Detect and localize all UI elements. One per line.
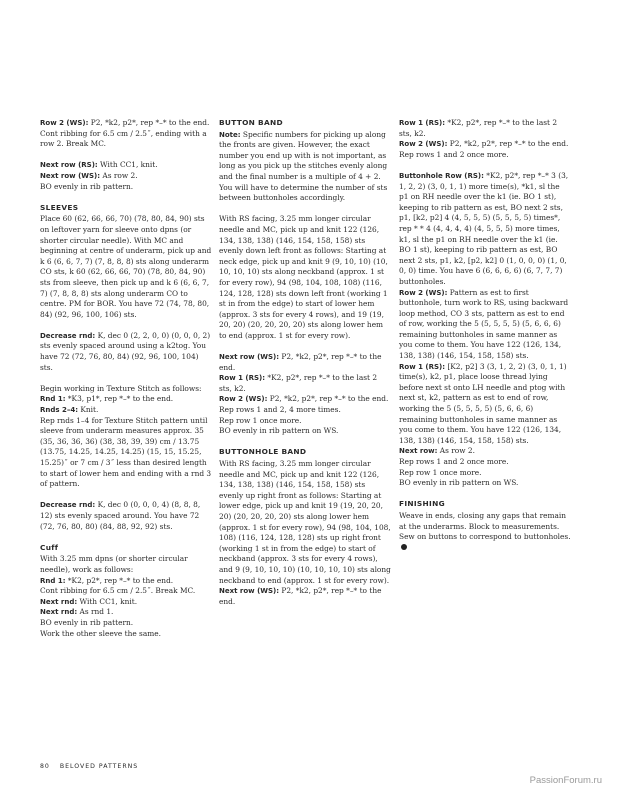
row-label: Buttonhole Row (RS): <box>399 171 484 180</box>
column-3 <box>399 118 571 553</box>
row-label: Rnd 1: <box>40 576 66 585</box>
row-text: As row 2. <box>437 446 475 456</box>
paragraph <box>40 384 212 490</box>
body-text: Rep row 1 once more. <box>399 467 482 477</box>
body-text: BO evenly in rib pattern on WS. <box>219 426 339 436</box>
paragraph <box>40 331 212 373</box>
body-text: With 3.25 mm dpns (or shorter circular needle), work as follows: <box>40 554 188 574</box>
paragraph <box>219 130 391 204</box>
row-text: P2, *k2, p2*, rep *–* to the end. <box>219 352 382 372</box>
row-text: Pattern as est to first buttonhole, turn work to RS, using backward loop method, CO 3 sts, pattern as est to end of row, working the 5 (5, 5, 5, 5) (5, 6, 6, 6) remaining buttonholes in same manner as you come to them. You have 122 (126, 134, 138, 138) (146, 154, 158, 158) sts. <box>399 287 569 361</box>
body-text: Work the other sleeve the same. <box>40 628 161 638</box>
row-label: Next rnd: <box>40 608 78 617</box>
body-text: BO evenly in rib pattern. <box>40 617 134 627</box>
row-text: K, dec 0 (2, 2, 0, 0) (0, 0, 0, 2) sts evenly spaced around using a k2tog. You have 72 (72, 76, 80, 84) (92, 96, 100, 104) sts. <box>40 330 211 372</box>
row-text: [K2, p2] 3 (3, 1, 2, 2) (3, 0, 1, 1) time(s), k2, p1, place loose thread lying before next st onto LH needle and ptog with next st, k2, pattern as est to end of row, working the 5 (5, 5, 5, 5) (5, 6, 6, 6) remaining buttonholes in same manner as you come to them. You have 122 (126, 134, 138, 138) (146, 154, 158, 158) sts. <box>399 361 567 445</box>
body-text: BO evenly in rib pattern. <box>40 181 134 191</box>
row-text: P2, *k2, p2*, rep *–* to the end. <box>447 139 569 149</box>
row-label: Decrease rnd: <box>40 501 96 510</box>
row-label: Row 2 (WS): <box>399 288 448 297</box>
row-text: K, dec 0 (0, 0, 0, 4) (8, 8, 8, 12) sts evenly spaced around. You have 72 (72, 76, 80, 80) (84, 88, 92, 92) sts. <box>40 500 201 531</box>
body-text: Rep rows 1 and 2 once more. <box>399 457 509 466</box>
row-label: Rnd 1: <box>40 395 66 404</box>
row-label: Next rnd: <box>40 597 78 606</box>
paragraph: With RS facing, 3.25 mm longer circular needle and MC, pick up and knit 122 (126, 134, 138, 138) (146, 154, 158, 158) sts evenly down left front as follows: Starting at neck edge, pick up and knit 9 (9, 10, 10) (10, 10, 10, 10) sts along neckband (approx. 1 st for every row), 94 (98, 104, 108, 108) (116, 124, 128, 128) sts down left front (working 1 st in from the edge) to start of lower hem (approx. 3 sts for every 4 rows), and 19 (19, 20, 20) (20, 20, 20, 20) sts along lower hem to end (approx. 1 st for every row). <box>219 214 388 340</box>
row-text: With CC1, knit. <box>77 596 138 606</box>
row-text: Knit. <box>78 405 99 415</box>
note-text: Specific numbers for picking up along the fronts are given. However, the exact number you end up with is not important, as long as you pick up the stitches evenly along and the final number is a multiple of 4 + 2. You will have to determine the number of sts between buttonholes accordingly. <box>219 129 388 203</box>
body-text: Cont ribbing for 6.5 cm / 2.5˝, ending with a row 2. Break MC. <box>40 128 207 149</box>
paragraph <box>40 160 212 192</box>
body-text: Begin working in Texture Stitch as follows: <box>40 383 202 393</box>
paragraph <box>399 511 571 553</box>
end-mark-icon <box>401 544 407 550</box>
paragraph <box>40 500 212 532</box>
row-label: Next row (WS): <box>219 353 280 362</box>
note-label: Note: <box>219 130 241 139</box>
body-text: Rep rows 1 and 2, 4 more times. <box>219 405 341 415</box>
body-text: Rep rows 1 and 2 once more. <box>399 149 509 159</box>
page-number: 80 <box>40 763 50 770</box>
row-label: Next row (RS): <box>40 161 98 170</box>
row-text: As rnd 1. <box>77 607 114 617</box>
paragraph <box>219 352 391 437</box>
row-text: P2, *k2, p2*, rep *–* to the end. <box>88 118 210 127</box>
paragraph <box>40 118 212 150</box>
row-text: With CC1, knit. <box>97 160 158 170</box>
row-label: Row 1 (RS): <box>219 374 266 383</box>
body-text: Cont ribbing for 6.5 cm / 2.5˝. Break MC. <box>40 586 196 596</box>
paragraph: Place 60 (62, 66, 66, 70) (78, 80, 84, 90) sts on leftover yarn for sleeve onto dpns (or shorter circular needle). With MC and beginning at centre of underarm, pick up and k 6 (6, 6, 7, 7) (7, 8, 8, 8) sts along underarm CO sts, k 60 (62, 66, 66, 70) (78, 80, 84, 90) sts from sleeve, then pick up and k 6 (6, 6, 7, 7) (7, 8, 8, 8) sts along underarm CO to centre. PM for BOR. You have 72 (74, 78, 80, 84) (92, 96, 100, 106) sts. <box>40 214 212 319</box>
row-label: Next row (WS): <box>40 171 101 180</box>
row-text: P2, *k2, p2*, rep *–* to the end. <box>219 586 382 606</box>
body-text: With RS facing, 3.25 mm longer circular needle and MC, pick up and knit 122 (126, 134, 138, 138) (146, 154, 158, 158) sts evenly up right front as follows: Starting at lower edge, pick up and knit 19 (19, 20, 20, 20) (20, 20, 20, 20) sts along lower hem (approx. 1 st for every row), 94 (98, 104, 108, 108) (116, 124, 128, 128) sts up right front (working 1 st in from the edge) to start of neckband (approx. 3 sts for every 4 rows), and 9 (9, 10, 10, 10) (10, 10, 10, 10) sts along neckband to end (approx. 1 st for every row). <box>219 459 391 585</box>
column-1 <box>40 118 212 639</box>
row-text: *K2, p2*, rep *–* 3 (3, 1, 2, 2) (3, 0, 1, 1) more time(s), *k1, sl the p1 on RH needle over the k1 (ie. BO 1 st), keeping to rib pattern as est, BO next 2 sts, p1, [k2, p2] 4 (4, 5, 5, 5) (5, 5, 5, 5) times*, rep * * 4 (4, 4, 4, 4) (4, 5, 5, 5) more times, k1, sl the p1 on RH needle over the k1 (ie. BO 1 st), keeping to rib pattern as est, BO next 2 sts, p1, k2, [p2, k2] 0 (1, 0, 0, 0) (1, 0, 0, 0) time. You have 6 (6, 6, 6, 6) (6, 7, 7, 7) buttonholes. <box>399 170 569 286</box>
paragraph <box>399 171 571 489</box>
row-label: Row 1 (RS): <box>399 362 446 371</box>
paragraph <box>219 459 391 607</box>
body-text: Weave in ends, closing any gaps that remain at the underarms. Block to measurements. Sew on buttons to correspond to buttonholes. <box>399 510 571 542</box>
watermark: PassionForum.ru <box>529 775 602 786</box>
section-heading-cuff: Cuff <box>40 542 59 552</box>
body-text: Rep rnds 1–4 for Texture Stitch pattern until sleeve from underarm measures approx. 35 (35, 36, 36, 36) (38, 38, 39, 39) cm / 13.75 (13.75, 14.25, 14.25, 14.25) (15, 15, 15.25, 15.25)˝ or 7 cm / 3˝ less than desired length to start of lower hem and ending with a rnd 3 of pattern. <box>40 415 212 489</box>
row-label: Row 2 (WS): <box>219 395 268 404</box>
section-title: BELOVED PATTERNS <box>59 763 139 770</box>
row-text: As row 2. <box>100 170 138 180</box>
row-label: Row 1 (RS): <box>399 119 446 127</box>
section-heading-sleeves: SLEEVES <box>40 202 79 212</box>
row-label: Next row: <box>399 447 438 456</box>
row-text: *K2, p2*, rep *–* to the end. <box>65 575 174 585</box>
section-heading-finishing: FINISHING <box>399 499 445 509</box>
row-label: Row 2 (WS): <box>399 140 448 149</box>
row-label: Next row (WS): <box>219 587 280 596</box>
row-text: *K2, p2*, rep *–* to the last 2 sts, k2. <box>399 118 558 138</box>
body-text: Rep row 1 once more. <box>219 415 302 425</box>
page-footer <box>40 763 138 770</box>
section-heading-buttonhole-band: BUTTONHOLE BAND <box>219 447 307 457</box>
row-text: P2, *k2, p2*, rep *–* to the end. <box>267 394 389 404</box>
section-heading-button-band: BUTTON BAND <box>219 118 283 127</box>
row-text: *K3, p1*, rep *–* to the end. <box>65 394 174 404</box>
paragraph <box>399 118 571 160</box>
body-text: BO evenly in rib pattern on WS. <box>399 478 519 488</box>
row-label: Row 2 (WS): <box>40 119 89 127</box>
paragraph <box>40 554 212 639</box>
column-2 <box>219 118 391 607</box>
row-text: *K2, p2*, rep *–* to the last 2 sts, k2. <box>219 373 378 393</box>
row-label: Decrease rnd: <box>40 331 96 340</box>
row-label: Rnds 2–4: <box>40 406 79 415</box>
